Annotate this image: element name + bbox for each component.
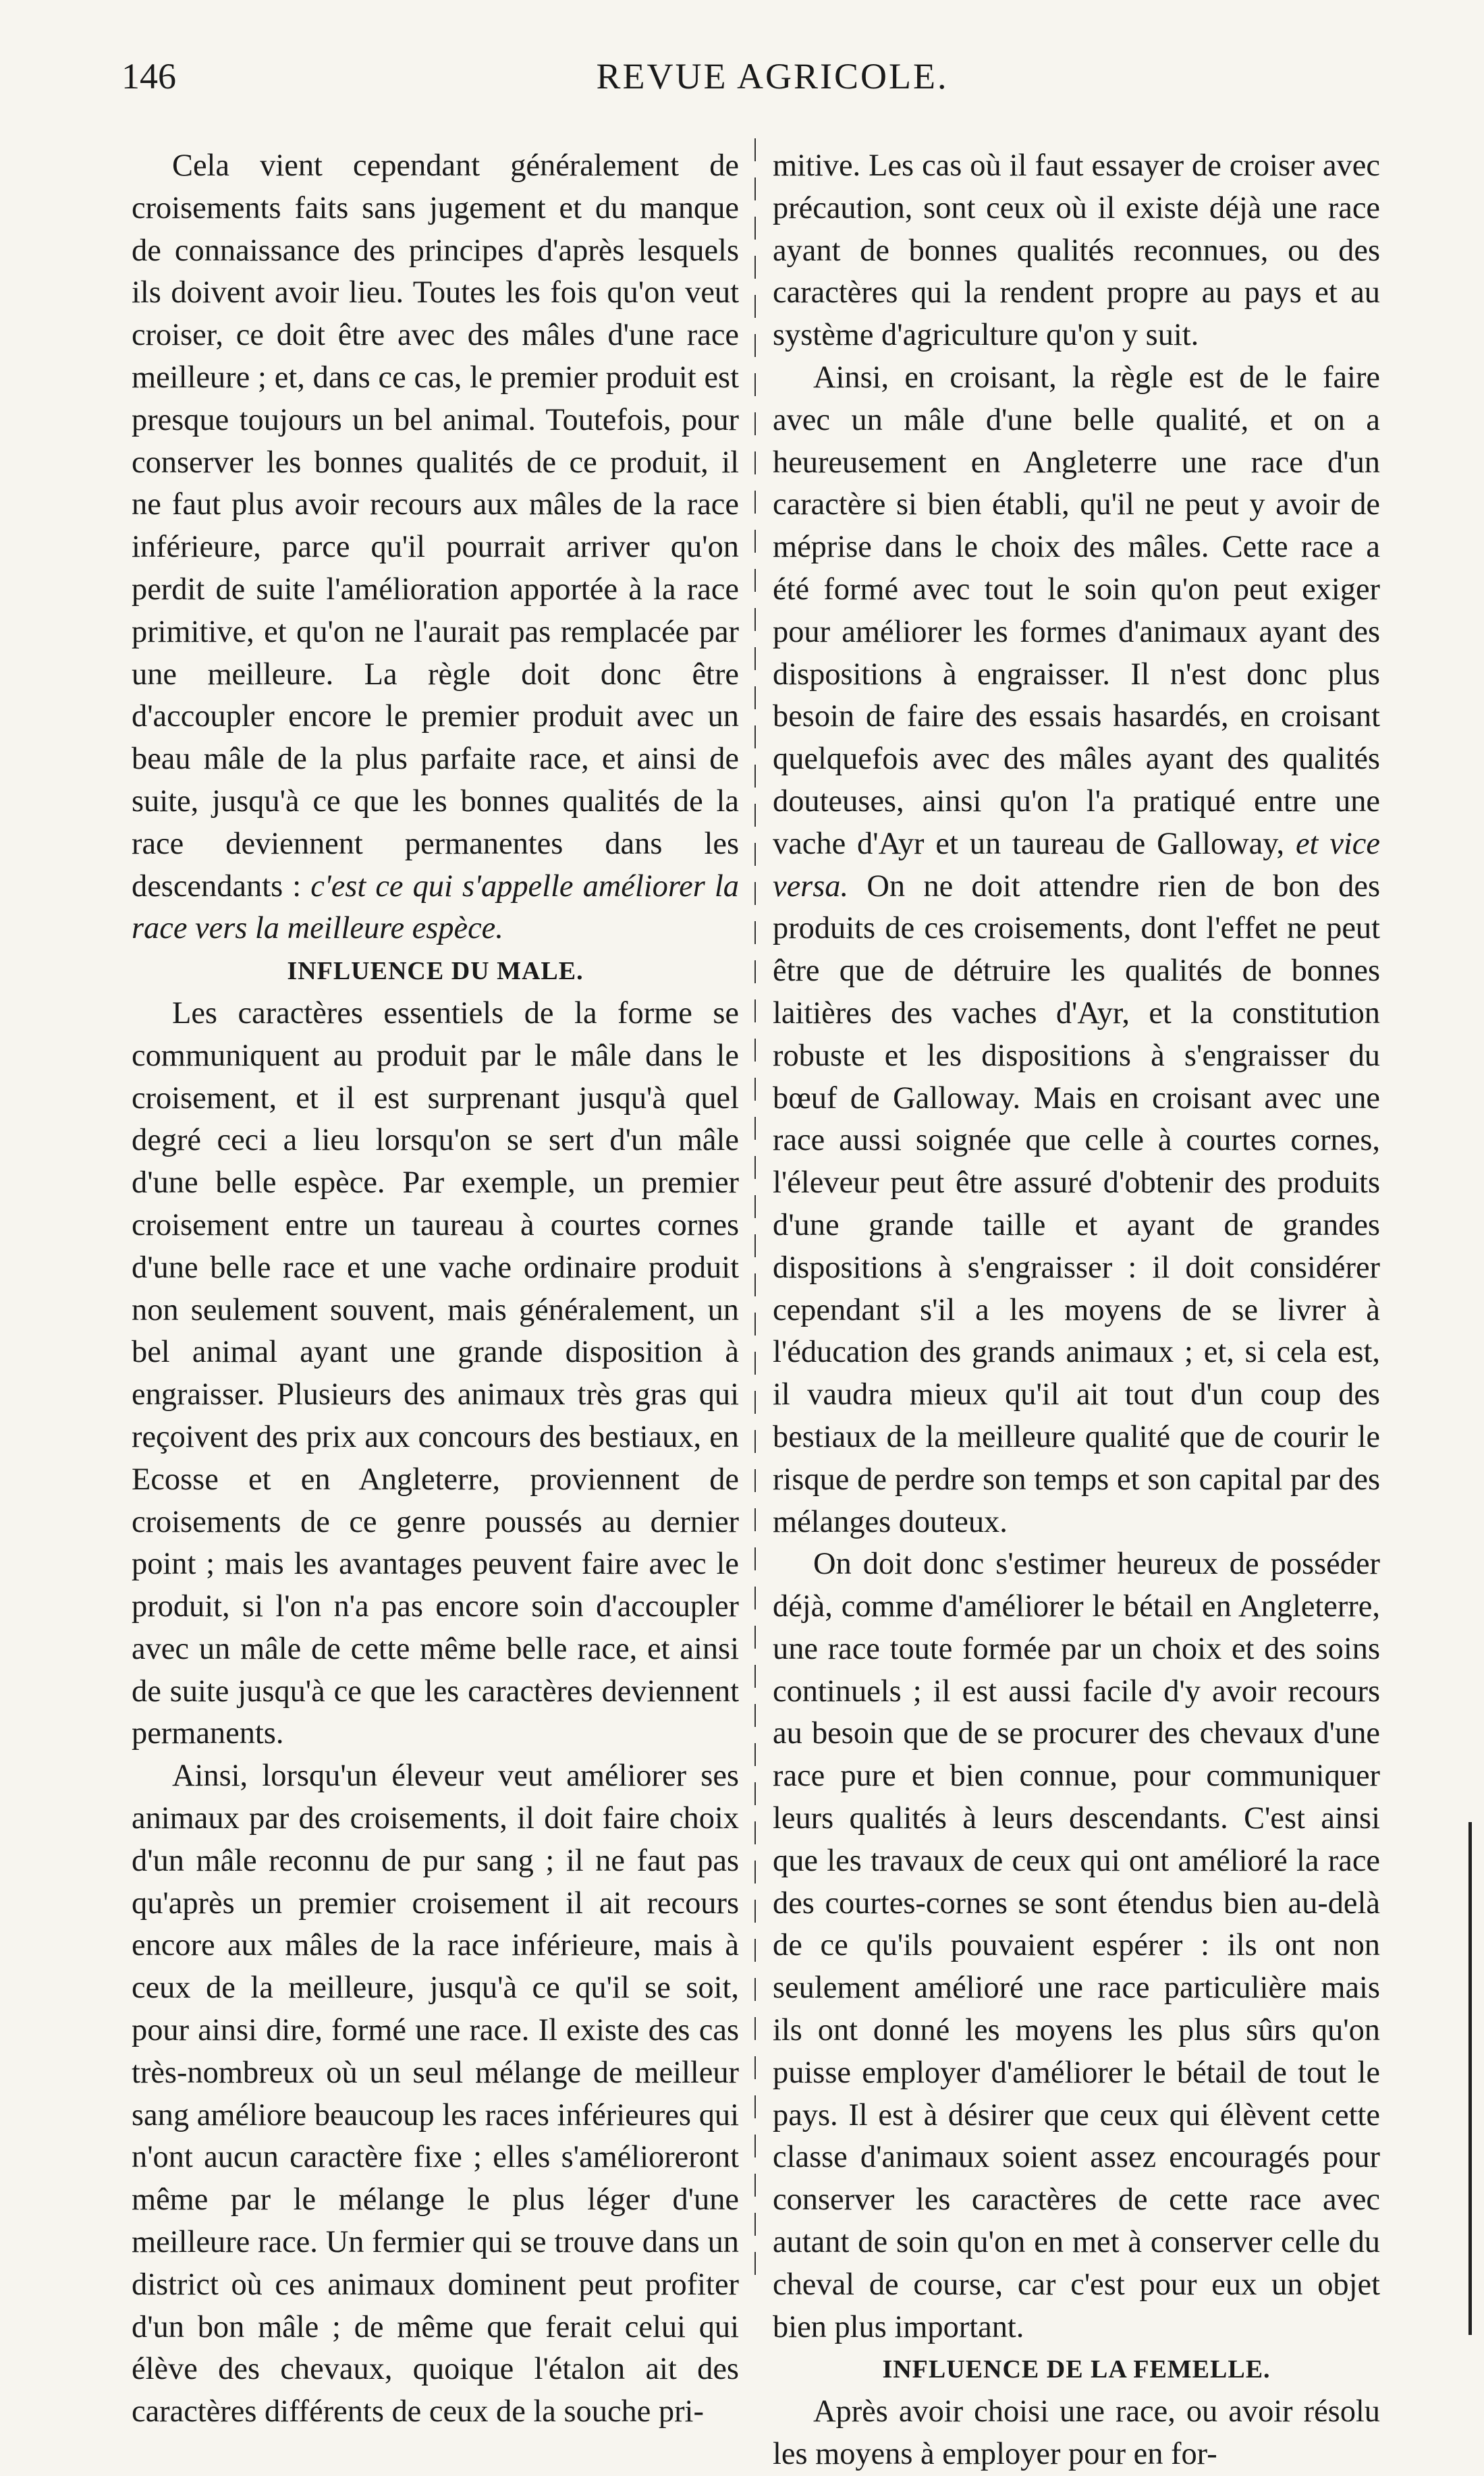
paragraph: Les caractères essentiels de la forme se communiquent au produit par le mâle dans le croisement, et il est surprenant jusqu'à quel degré ceci a lieu lorsqu'on se sert d'un mâle d'une belle espèce. Par exemple, un premier croisement entre un taureau à courtes cornes d'une belle race et une vache ordinaire produit non seulement souvent, mais généralement, un bel animal ayant une grande disposition à engraisser. Plusieurs des animaux très gras qui reçoivent des prix aux concours des bestiaux, en Ecosse et en Angleterre, proviennent de croisements de ce genre poussés au dernier point ; mais les avantages peuvent faire avec le produit, si l'on n'a pas encore soin d'accoupler avec un mâle de cette même belle race, et ainsi de suite jusqu'à ce que les caractères deviennent permanents. [132, 995, 739, 1751]
paragraph: Après avoir choisi une race, ou avoir résolu les moyens à employer pour en for- [773, 2394, 1380, 2472]
page-number: 146 [121, 56, 176, 97]
paragraph-text: Ainsi, en croisant, la règle est de le faire avec un mâle d'une belle qualité, et on a heureusement en Angleterre une race d'un caractère si bien établi, qu'il ne peut y avoir de méprise dans le choix des mâles. Cette race a été formé avec tout le soin qu'on peut exiger pour améliorer les formes d'animaux ayant des dispositions à engraisser. Il n'est donc plus besoin de faire des essais hasardés, en croisant quelquefois avec des mâles ayant des qualités douteuses, ainsi qu'on l'a pratiqué entre une vache d'Ayr et un taureau de Galloway, [773, 360, 1380, 861]
section-heading-male: INFLUENCE DU MALE. [287, 957, 584, 986]
paragraph [132, 145, 739, 950]
paragraph [773, 357, 1380, 1543]
paragraph: On doit donc s'estimer heureux de posséder déjà, comme d'améliorer le bétail en Angleterre, une race toute formée par un choix et des soins continuels ; il est aussi facile d'y avoir recours au besoin que de se procurer des chevaux d'une race pure et bien connue, pour communiquer leurs qualités à leurs descendants. C'est ainsi que les travaux de ceux qui ont amélioré la race des courtes-cornes se sont étendus bien au-delà de ce qu'ils pouvaient espérer : ils ont non seulement amélioré une race particulière mais ils ont donné les moyens les plus sûrs qu'on puisse employer d'améliorer le bétail de tout le pays. Il est à désirer que ceux qui élèvent cette classe d'animaux soient assez encouragés pour conserver les caractères de cette race avec autant de soin qu'on en met à conserver celle du cheval de course, car c'est pour eux un objet bien plus important. [773, 1547, 1380, 2344]
right-column [773, 145, 1380, 2476]
section-heading-femelle: INFLUENCE DE LA FEMELLE. [882, 2355, 1271, 2384]
page-edge-mark [1468, 1822, 1472, 2335]
page-header [121, 55, 1423, 103]
italic-phrase: et vice versa. [773, 826, 1380, 904]
paragraph-text: On ne doit attendre rien de bon des produits de ces croisements, dont l'effet ne peut être que de détruire les qualités de bonnes laitières des vaches d'Ayr, et la constitution robuste et les dispositions à s'engraisser du bœuf de Galloway. Mais en croisant avec une race aussi soignée que celle à courtes cornes, l'éleveur peut être assuré d'obtenir des produits d'une grande taille et ayant de grandes dispositions à s'engraisser : il doit considérer cependant s'il a les moyens de se livrer à l'éducation des grands animaux ; et, si cela est, il vaudra mieux qu'il ait tout d'un coup des bestiaux de la meilleure qualité que de courir le risque de perdre son temps et son capital par des mélanges douteux. [773, 869, 1380, 1539]
paragraph-continuation: mitive. Les cas où il faut essayer de croiser avec précaution, sont ceux où il existe déjà une race ayant de bonnes qualités reconnues, ou des caractères qui la rendent propre au pays et au système d'agriculture qu'on y suit. [773, 148, 1380, 353]
paragraph: Ainsi, lorsqu'un éleveur veut améliorer ses animaux par des croisements, il doit faire choix d'un mâle reconnu de pur sang ; il ne faut pas qu'après un premier croisement il ait recours encore aux mâles de la race inférieure, mais à ceux de la meilleure, jusqu'à ce qu'il se soit, pour ainsi dire, formé une race. Il existe des cas très-nombreux où un seul mélange de meilleur sang améliore beaucoup les races inférieures qui n'ont aucun caractère fixe ; elles s'amélioreront même par le mélange le plus léger d'une meilleure race. Un fermier qui se trouve dans un district où ces animaux dominent peut profiter d'un bon mâle ; de même que ferait celui qui élève des chevaux, quoique l'étalon ait des caractères différents de ceux de la souche pri- [132, 1759, 739, 2429]
paragraph-text: Cela vient cependant généralement de croisements faits sans jugement et du manque de connaissance des principes d'après lesquels ils doivent avoir lieu. Toutes les fois qu'on veut croiser, ce doit être avec des mâles d'une race meilleure ; et, dans ce cas, le premier produit est presque toujours un bel animal. Toutefois, pour conserver les bonnes qualités de ce produit, il ne faut plus avoir recours aux mâles de la race inférieure, parce qu'il pourrait arriver qu'on perdit de suite l'amélioration apportée à la race primitive, et qu'on ne l'aurait pas remplacée par une meilleure. La règle doit donc être d'accoupler encore le premier produit avec un beau mâle de la plus parfaite race, et ainsi de suite, jusqu'à ce que les bonnes qualités de la race deviennent permanentes dans les descendants : [132, 148, 739, 904]
column-divider [754, 138, 756, 2291]
italic-phrase: c'est ce qui s'appelle améliorer la race vers la meilleure espèce. [132, 869, 739, 946]
left-column [132, 145, 739, 2433]
running-head: REVUE AGRICOLE. [596, 56, 949, 97]
